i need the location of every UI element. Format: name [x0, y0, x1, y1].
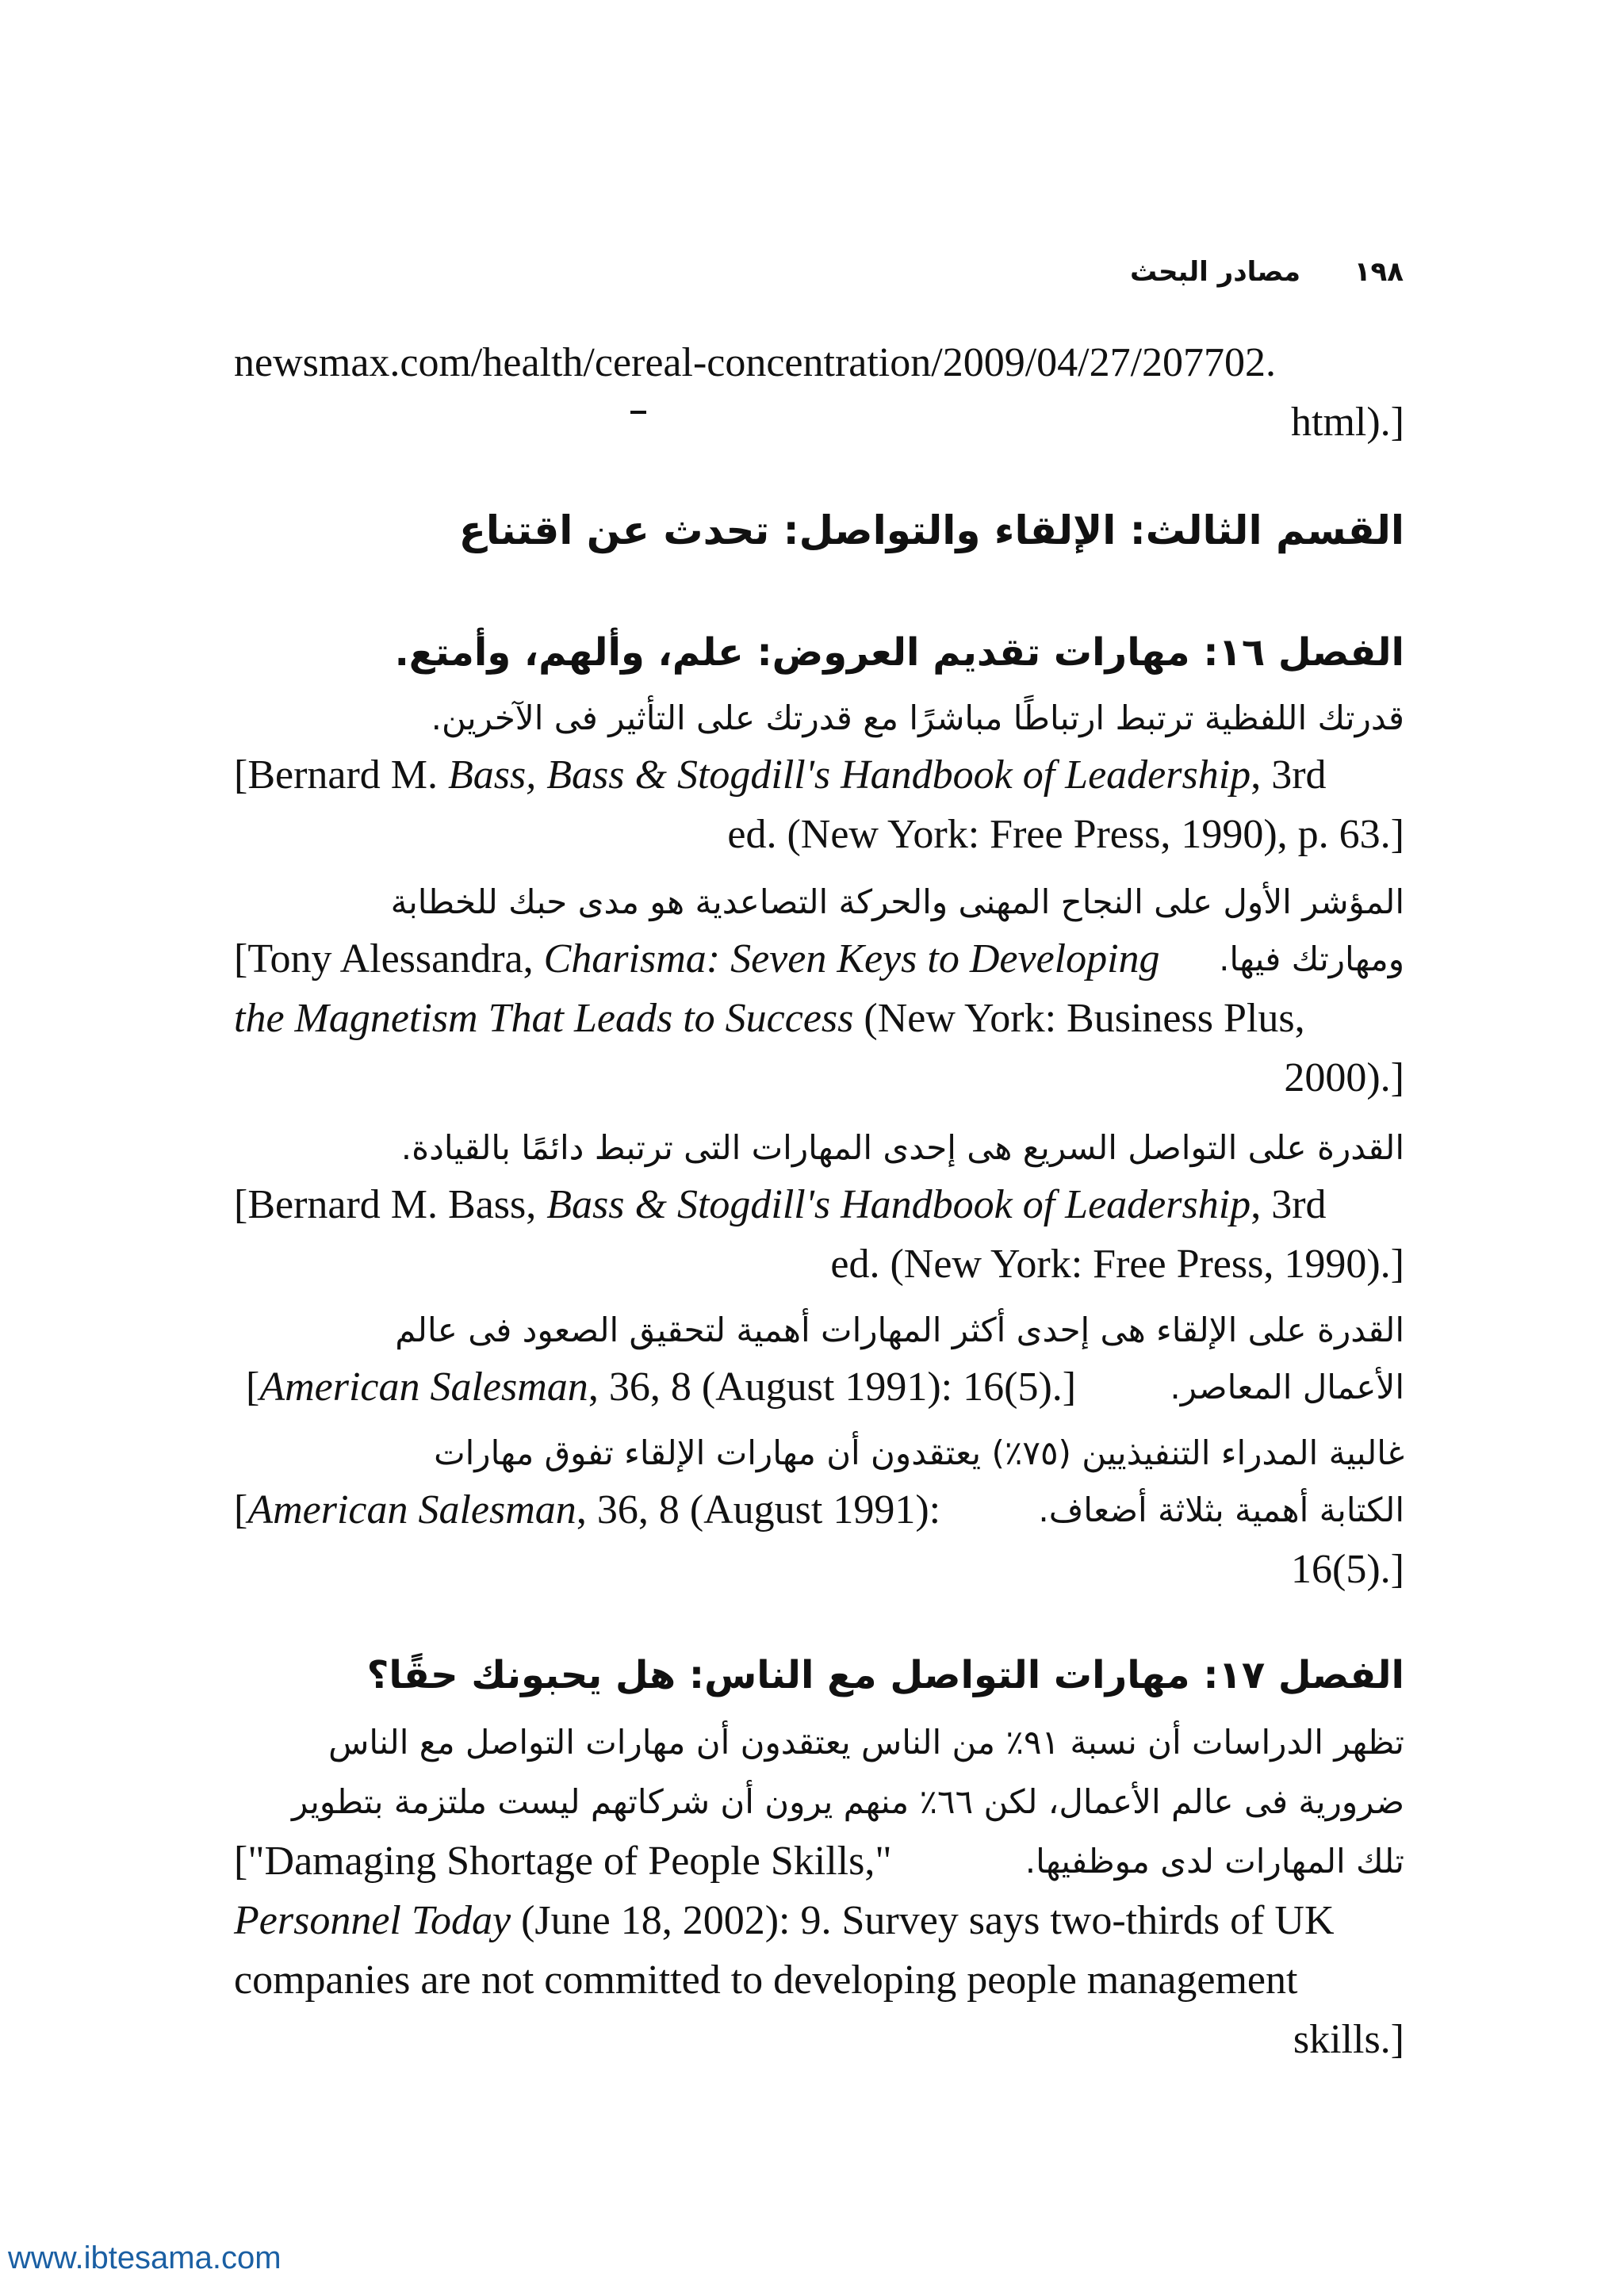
entry-1-ref-line2: ed. (New York: Free Press, 1990), p. 63.]	[727, 812, 1404, 857]
entry-4-arabic-line1: القدرة على الإلقاء هى إحدى أكثر المهارات أهمية لتحقيق الصعود فى عالم	[395, 1311, 1404, 1349]
book-page: ١٩٨ مصادر البحث newsmax.com/health/cereal-concentration/2009/04/27/207702. html).] القسم الثالث: الإلقاء والتواصل: تحدث عن اقتناع الفصل ١٦: مهارات تقديم العروض: علم، وألهم، وأمتع. قدرتك اللفظية ترتبط ارتباطًا مباشرًا مع قدرتك على التأثير فى الآخرين. [Bernard M. Bass, Bass & Stogdill's Handbook of Leadership, 3rd ed. (New York: Free Press, 1990), p. 63.] المؤشر الأول على النجاح المهنى والحركة التصاعدية هو مدى حبك للخطابة [Tony Alessandra, Charisma: Seven Keys to Developing ومهارتك فيها. the Magnetism That Leads to Success (New York: Business Plus, 2000).] القدرة على التواصل السريع هى إحدى المهارات التى ترتبط دائمًا بالقيادة. [Bernard M. Bass, Bass & Stogdill's Handbook of Leadership, 3rd ed. (New York: Free Press, 1990).] القدرة على الإلقاء هى إحدى أكثر المهارات أهمية لتحقيق الصعود فى عالم [American Salesman, 36, 8 (August 1991): 16(5).] الأعمال المعاصر. غالبية المدراء التنفيذيين (٧٥٪) يعتقدون أن مهارات الإلقاء تفوق مهارات [American Salesman, 36, 8 (August 1991): الكتابة أهمية بثلاثة أضعاف. 16(5).] الفصل ١٧: مهارات التواصل مع الناس: هل يحبونك حقًا؟ تظهر الدراسات أن نسبة ٩١٪ من الناس يعتقدون أن مهارات التواصل مع الناس ضرورية فى عالم الأعمال، لكن ٦٦٪ منهم يرون أن شركاتهم ليست ملتزمة بتطوير ["Damaging Shortage of People Skills," تلك المهارات لدى موظفيها. Personnel Today (June 18, 2002): 9. Survey says two-thirds of UK companies are not committed to developing people management skills.] www.ibtesama.com	[0, 0, 1624, 2296]
entry-2-ref-line2: the Magnetism That Leads to Success (New York: Business Plus,	[234, 996, 1305, 1041]
entry-3-ref-line2: ed. (New York: Free Press, 1990).]	[830, 1242, 1404, 1287]
entry-2-arabic-line1: المؤشر الأول على النجاح المهنى والحركة التصاعدية هو مدى حبك للخطابة	[390, 882, 1404, 921]
url-continuation-line2: html).]	[1291, 400, 1404, 445]
entry-3-arabic: القدرة على التواصل السريع هى إحدى المهارات التى ترتبط دائمًا بالقيادة.	[400, 1128, 1404, 1167]
ch17-ref-line4: skills.]	[1293, 2017, 1404, 2062]
chapter-16-heading: الفصل ١٦: مهارات تقديم العروض: علم، وألهم، وأمتع.	[394, 630, 1404, 675]
footer-url[interactable]: www.ibtesama.com	[8, 2241, 282, 2275]
entry-2-arabic-line2: ومهارتك فيها.	[1219, 939, 1404, 978]
entry-1-ref-line1: [Bernard M. Bass, Bass & Stogdill's Handbook of Leadership, 3rd	[234, 752, 1327, 798]
page-number: ١٩٨	[1354, 256, 1404, 288]
entry-5-arabic-line2: الكتابة أهمية بثلاثة أضعاف.	[1038, 1490, 1404, 1529]
stray-mark	[630, 411, 646, 414]
ch17-ref-line3: companies are not committed to developing people management	[234, 1957, 1298, 2003]
ch17-arabic-line3: تلك المهارات لدى موظفيها.	[1025, 1842, 1404, 1881]
entry-3-ref-line1: [Bernard M. Bass, Bass & Stogdill's Handbook of Leadership, 3rd	[234, 1182, 1327, 1227]
entry-5-arabic-line1: غالبية المدراء التنفيذيين (٧٥٪) يعتقدون أن مهارات الإلقاء تفوق مهارات	[434, 1433, 1404, 1472]
entry-2-ref-line3: 2000).]	[1284, 1055, 1404, 1100]
url-continuation-line1: newsmax.com/health/cereal-concentration/2009/04/27/207702.	[234, 340, 1277, 385]
running-header	[1063, 252, 1404, 292]
ch17-ref-line2: Personnel Today (June 18, 2002): 9. Survey says two-thirds of UK	[234, 1898, 1335, 1943]
section-heading: القسم الثالث: الإلقاء والتواصل: تحدث عن اقتناع	[458, 507, 1404, 553]
entry-1-arabic: قدرتك اللفظية ترتبط ارتباطًا مباشرًا مع قدرتك على التأثير فى الآخرين.	[431, 698, 1404, 737]
entry-4-arabic-line2: الأعمال المعاصر.	[1170, 1368, 1404, 1406]
header-title: مصادر البحث	[1130, 256, 1300, 288]
entry-5-ref-line2: 16(5).]	[1291, 1547, 1404, 1592]
chapter-17-heading: الفصل ١٧: مهارات التواصل مع الناس: هل يحبونك حقًا؟	[366, 1653, 1404, 1697]
ch17-arabic-line2: ضرورية فى عالم الأعمال، لكن ٦٦٪ منهم يرون أن شركاتهم ليست ملتزمة بتطوير	[292, 1782, 1404, 1821]
ch17-arabic-line1: تظهر الدراسات أن نسبة ٩١٪ من الناس يعتقدون أن مهارات التواصل مع الناس	[328, 1723, 1404, 1762]
